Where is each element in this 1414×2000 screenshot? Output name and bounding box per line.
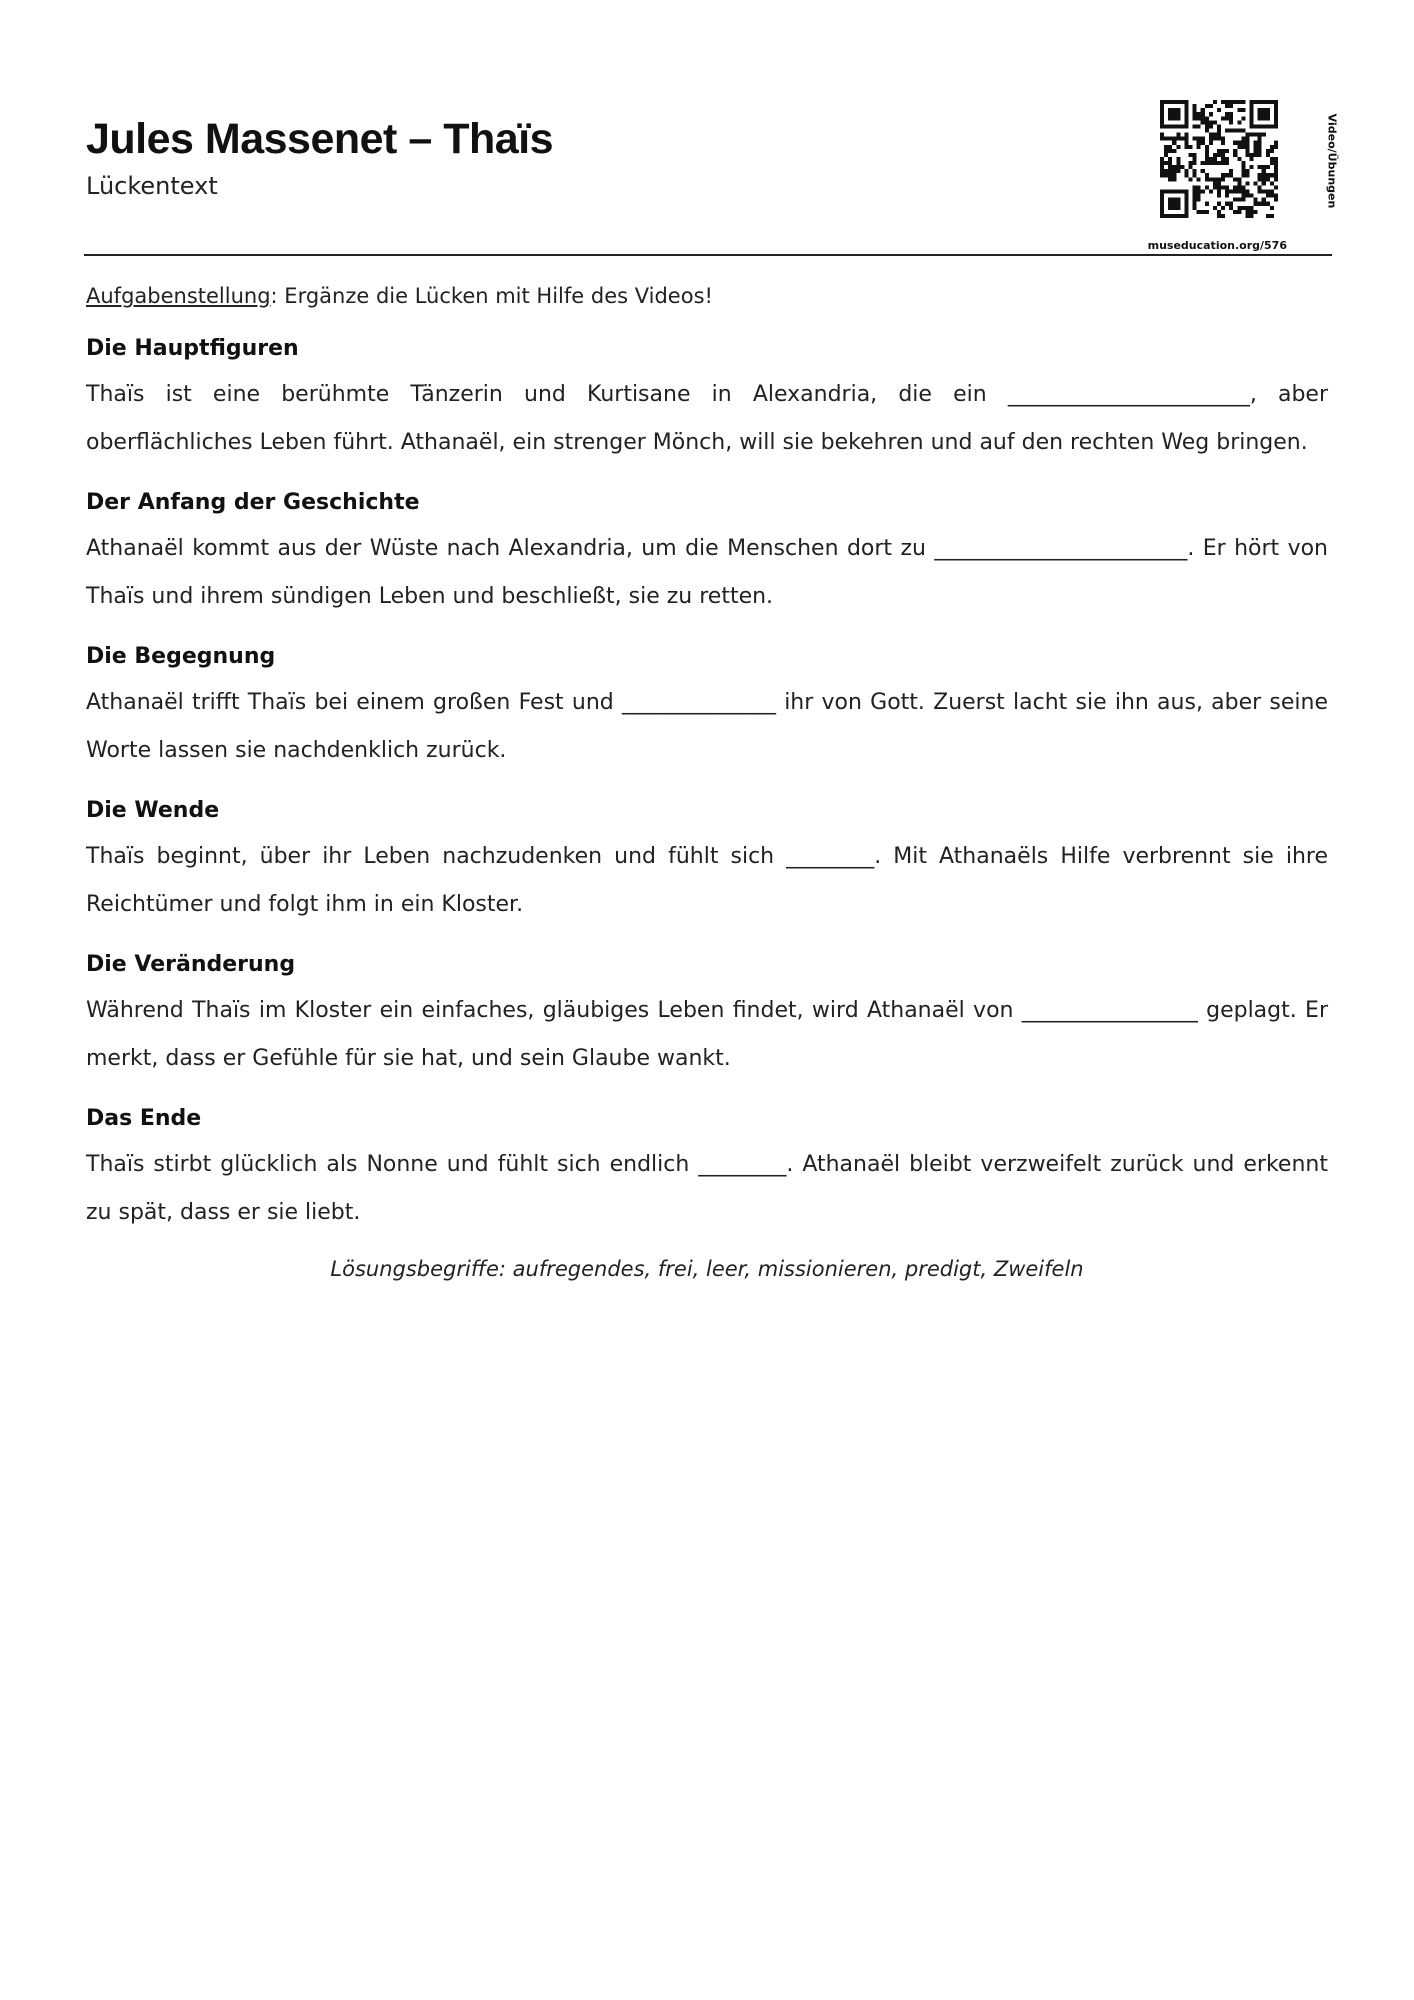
section-veraenderung <box>86 947 1328 1083</box>
gap-blank[interactable]: ________ <box>698 1152 787 1177</box>
header-divider <box>84 254 1332 256</box>
solution-words: Lösungsbegriffe: aufregendes, frei, leer, missionieren, predigt, Zweifeln <box>330 1257 1084 1281</box>
gap-blank[interactable]: ______________ <box>621 690 776 715</box>
section-text: Athanaël kommt aus der Wüste nach Alexandria, um die Menschen dort zu _______________________. Er hört von Thaïs und ihrem sündigen Leben und beschließt, sie zu retten. <box>86 536 1328 609</box>
section-heading: Die Begegnung <box>86 644 276 669</box>
task-text: : Ergänze die Lücken mit Hilfe des Videos! <box>270 284 713 308</box>
gap-blank[interactable]: ________ <box>786 844 875 869</box>
worksheet-title: Jules Massenet – Thaïs <box>86 115 553 163</box>
section-text: Während Thaïs im Kloster ein einfaches, gläubiges Leben findet, wird Athanaël von ________________ geplagt. Er merkt, dass er Gefühle für sie hat, und sein Glaube wankt. <box>86 998 1328 1071</box>
task-instruction <box>86 282 1328 310</box>
worksheet-subtitle: Lückentext <box>86 172 218 200</box>
section-heading: Das Ende <box>86 1106 202 1131</box>
section-text: Thaïs beginnt, über ihr Leben nachzudenken und fühlt sich ________. Mit Athanaëls Hilfe verbrennt sie ihre Reichtümer und folgt ihm in ein Kloster. <box>86 844 1328 917</box>
section-text: Athanaël trifft Thaïs bei einem großen Fest und ______________ ihr von Gott. Zuerst lacht sie ihn aus, aber seine Worte lassen sie nachdenklich zurück. <box>86 690 1328 763</box>
task-label: Aufgabenstellung <box>86 284 271 308</box>
gap-blank[interactable]: ________________ <box>1021 998 1198 1023</box>
source-url[interactable]: museducation.org/576 <box>1147 239 1287 252</box>
gap-blank[interactable]: _______________________ <box>934 536 1188 561</box>
video-exercises-label: Video/Übungen <box>1325 113 1339 209</box>
section-begegnung <box>86 639 1328 775</box>
section-anfang <box>86 485 1328 621</box>
section-heading: Der Anfang der Geschichte <box>86 490 420 515</box>
qr-code-icon[interactable] <box>1160 100 1278 218</box>
section-heading: Die Hauptfiguren <box>86 336 299 361</box>
section-heading: Die Wende <box>86 798 220 823</box>
section-ende <box>86 1101 1328 1237</box>
section-hauptfiguren <box>86 331 1328 467</box>
section-text: Thaïs stirbt glücklich als Nonne und fühlt sich endlich ________. Athanaël bleibt verzweifelt zurück und erkennt zu spät, dass er sie liebt. <box>86 1152 1328 1225</box>
section-wende <box>86 793 1328 929</box>
section-text: Thaïs ist eine berühmte Tänzerin und Kurtisane in Alexandria, die ein ______________________, aber oberflächliches Leben führt. Athanaël, ein strenger Mönch, will sie bekehren und auf den rechten Weg bringen. <box>86 382 1328 455</box>
gap-blank[interactable]: ______________________ <box>1007 382 1250 407</box>
worksheet-body <box>86 282 1328 1283</box>
section-heading: Die Veränderung <box>86 952 296 977</box>
